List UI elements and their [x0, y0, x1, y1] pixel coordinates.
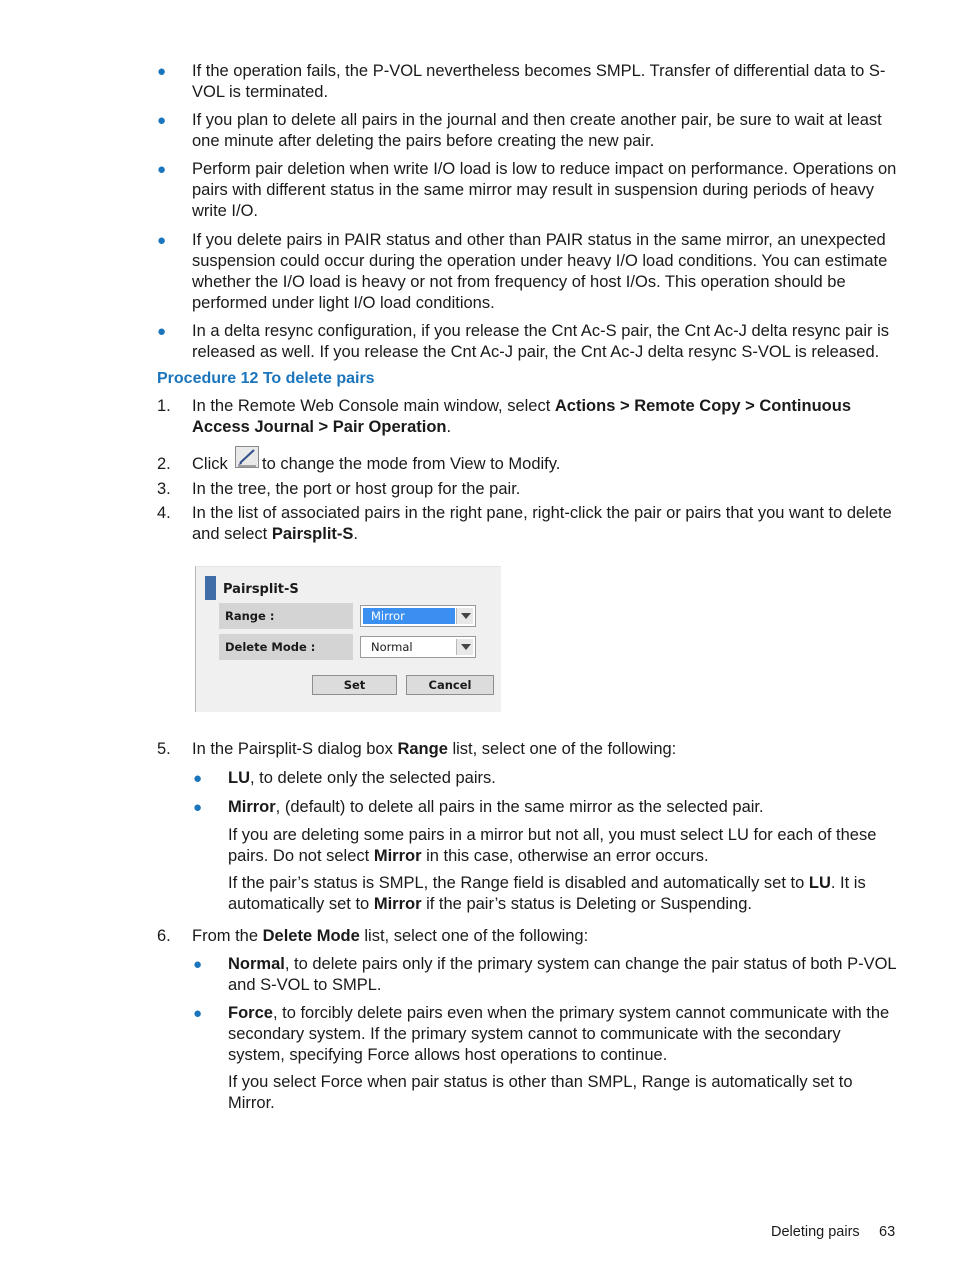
range-select[interactable] — [360, 605, 476, 627]
option-force-text — [228, 1003, 900, 1066]
delete-mode-select[interactable] — [360, 636, 476, 658]
step-1-text — [192, 396, 898, 438]
mirror-note-1 — [228, 825, 900, 867]
option-name: LU — [228, 769, 250, 787]
chevron-down-icon[interactable] — [456, 608, 473, 624]
option-name: Mirror — [228, 798, 276, 816]
chevron-down-icon[interactable] — [456, 639, 473, 655]
option-desc: , to delete pairs only if the primary system can change the pair status of both P-VOL and S-VOL to SMPL. — [228, 955, 896, 994]
procedure-title: Procedure 12 To delete pairs — [157, 370, 375, 387]
option-lu-text — [228, 768, 900, 789]
step-5-text — [192, 739, 898, 760]
option-normal-text — [228, 954, 900, 996]
bullet-dot-icon: ● — [157, 161, 167, 178]
bullet-dot-icon: ● — [157, 63, 167, 80]
bullet-text: In a delta resync configuration, if you release the Cnt Ac-S pair, the Cnt Ac-J delta resync pair is released as well. If you release the Cnt Ac-J pair, the Cnt Ac-J delta resync S-VOL is released. — [192, 322, 890, 361]
dialog-accent-bar — [205, 576, 216, 600]
menu-path: Actions > Remote Copy > Continuous Access Journal > Pair Operation — [192, 397, 851, 436]
note-text: If you are deleting some pairs in a mirror but not all, you must select LU for each of these pairs. Do not select — [228, 826, 877, 865]
bullet-dot-icon: ● — [157, 323, 167, 340]
step-text: list, select one of the following: — [447, 740, 677, 758]
step-number: 6. — [157, 927, 171, 945]
step-2-text: to change the mode from View to Modify. — [262, 455, 561, 473]
step-text: list, select one of the following: — [359, 927, 589, 945]
field-name: Range — [397, 740, 448, 758]
bullet-dot-icon: ● — [193, 1005, 203, 1022]
cancel-button[interactable]: Cancel — [406, 675, 494, 695]
bullet-text: If you plan to delete all pairs in the journal and then create another pair, be sure to wait at least one minute after deleting the pairs before creating the new pair. — [192, 111, 882, 150]
option-name: Normal — [228, 955, 285, 973]
bullet-dot-icon: ● — [157, 232, 167, 249]
step-text: In the Remote Web Console main window, select — [192, 397, 555, 415]
delete-mode-select-value: Normal — [371, 640, 413, 654]
bullet-dot-icon: ● — [157, 112, 167, 129]
option-desc: , to delete only the selected pairs. — [250, 769, 496, 787]
option-mirror-text — [228, 797, 900, 818]
step-text: In the list of associated pairs in the right pane, right-click the pair or pairs that you want to delete and select — [192, 504, 892, 543]
field-name: Delete Mode — [262, 927, 360, 945]
step-number: 5. — [157, 740, 171, 758]
option-desc: , to forcibly delete pairs even when the primary system cannot communicate with the secondary system. If the primary system cannot to communicate with the secondary system, specifying Force allows host operations to continue. — [228, 1004, 890, 1064]
option-name: Mirror — [373, 895, 422, 913]
step-number: 1. — [157, 397, 171, 415]
set-button[interactable]: Set — [312, 675, 397, 695]
bullet-text: If the operation fails, the P-VOL nevertheless becomes SMPL. Transfer of differential data to S-VOL is terminated. — [192, 62, 886, 101]
bullet-text: Perform pair deletion when write I/O load is low to reduce impact on performance. Operations on pairs with different status in the same mirror may result in suspension during periods of heavy write I/O. — [192, 160, 897, 220]
step-number: 2. — [157, 455, 171, 473]
menu-item-name: Pairsplit-S — [271, 525, 354, 543]
step-text: . — [353, 525, 359, 543]
step-text: From the — [192, 927, 263, 945]
pairsplit-s-dialog — [195, 566, 501, 712]
pencil-edit-icon[interactable] — [235, 446, 259, 468]
note-text: . It is automatically set to — [228, 874, 866, 913]
step-number: 4. — [157, 504, 171, 522]
bullet-dot-icon: ● — [193, 770, 203, 787]
page-number: 63 — [879, 1224, 896, 1240]
step-number: 3. — [157, 480, 171, 498]
note-text: if the pair’s status is Deleting or Suspending. — [421, 895, 752, 913]
range-label: Range : — [219, 603, 353, 629]
mirror-note-2 — [228, 873, 900, 915]
option-name: Force — [228, 1004, 273, 1022]
option-name: LU — [808, 874, 831, 892]
step-3-text: In the tree, the port or host group for the pair. — [192, 480, 521, 498]
step-4-text — [192, 503, 898, 545]
option-desc: , (default) to delete all pairs in the same mirror as the selected pair. — [275, 798, 764, 816]
force-note: If you select Force when pair status is other than SMPL, Range is automatically set to Mirror. — [228, 1073, 853, 1112]
dialog-title: Pairsplit-S — [223, 582, 299, 597]
bullet-dot-icon: ● — [193, 799, 203, 816]
range-select-value: Mirror — [363, 608, 455, 624]
step-text: In the Pairsplit-S dialog box — [192, 740, 398, 758]
bullet-dot-icon: ● — [193, 956, 203, 973]
note-text: If the pair’s status is SMPL, the Range field is disabled and automatically set to — [228, 874, 809, 892]
footer-section: Deleting pairs — [771, 1224, 860, 1240]
step-6-text — [192, 926, 898, 947]
option-name: Mirror — [373, 847, 422, 865]
delete-mode-label: Delete Mode : — [219, 634, 353, 660]
step-text: . — [446, 418, 452, 436]
note-text: in this case, otherwise an error occurs. — [421, 847, 709, 865]
step-2-click-text: Click — [192, 455, 228, 473]
bullet-text: If you delete pairs in PAIR status and other than PAIR status in the same mirror, an unexpected suspension could occur during the operation under heavy I/O load conditions. You can estimate whether the I/O load is heavy or not from frequency of host I/Os. This operation should be performed under light I/O load conditions. — [192, 231, 888, 312]
